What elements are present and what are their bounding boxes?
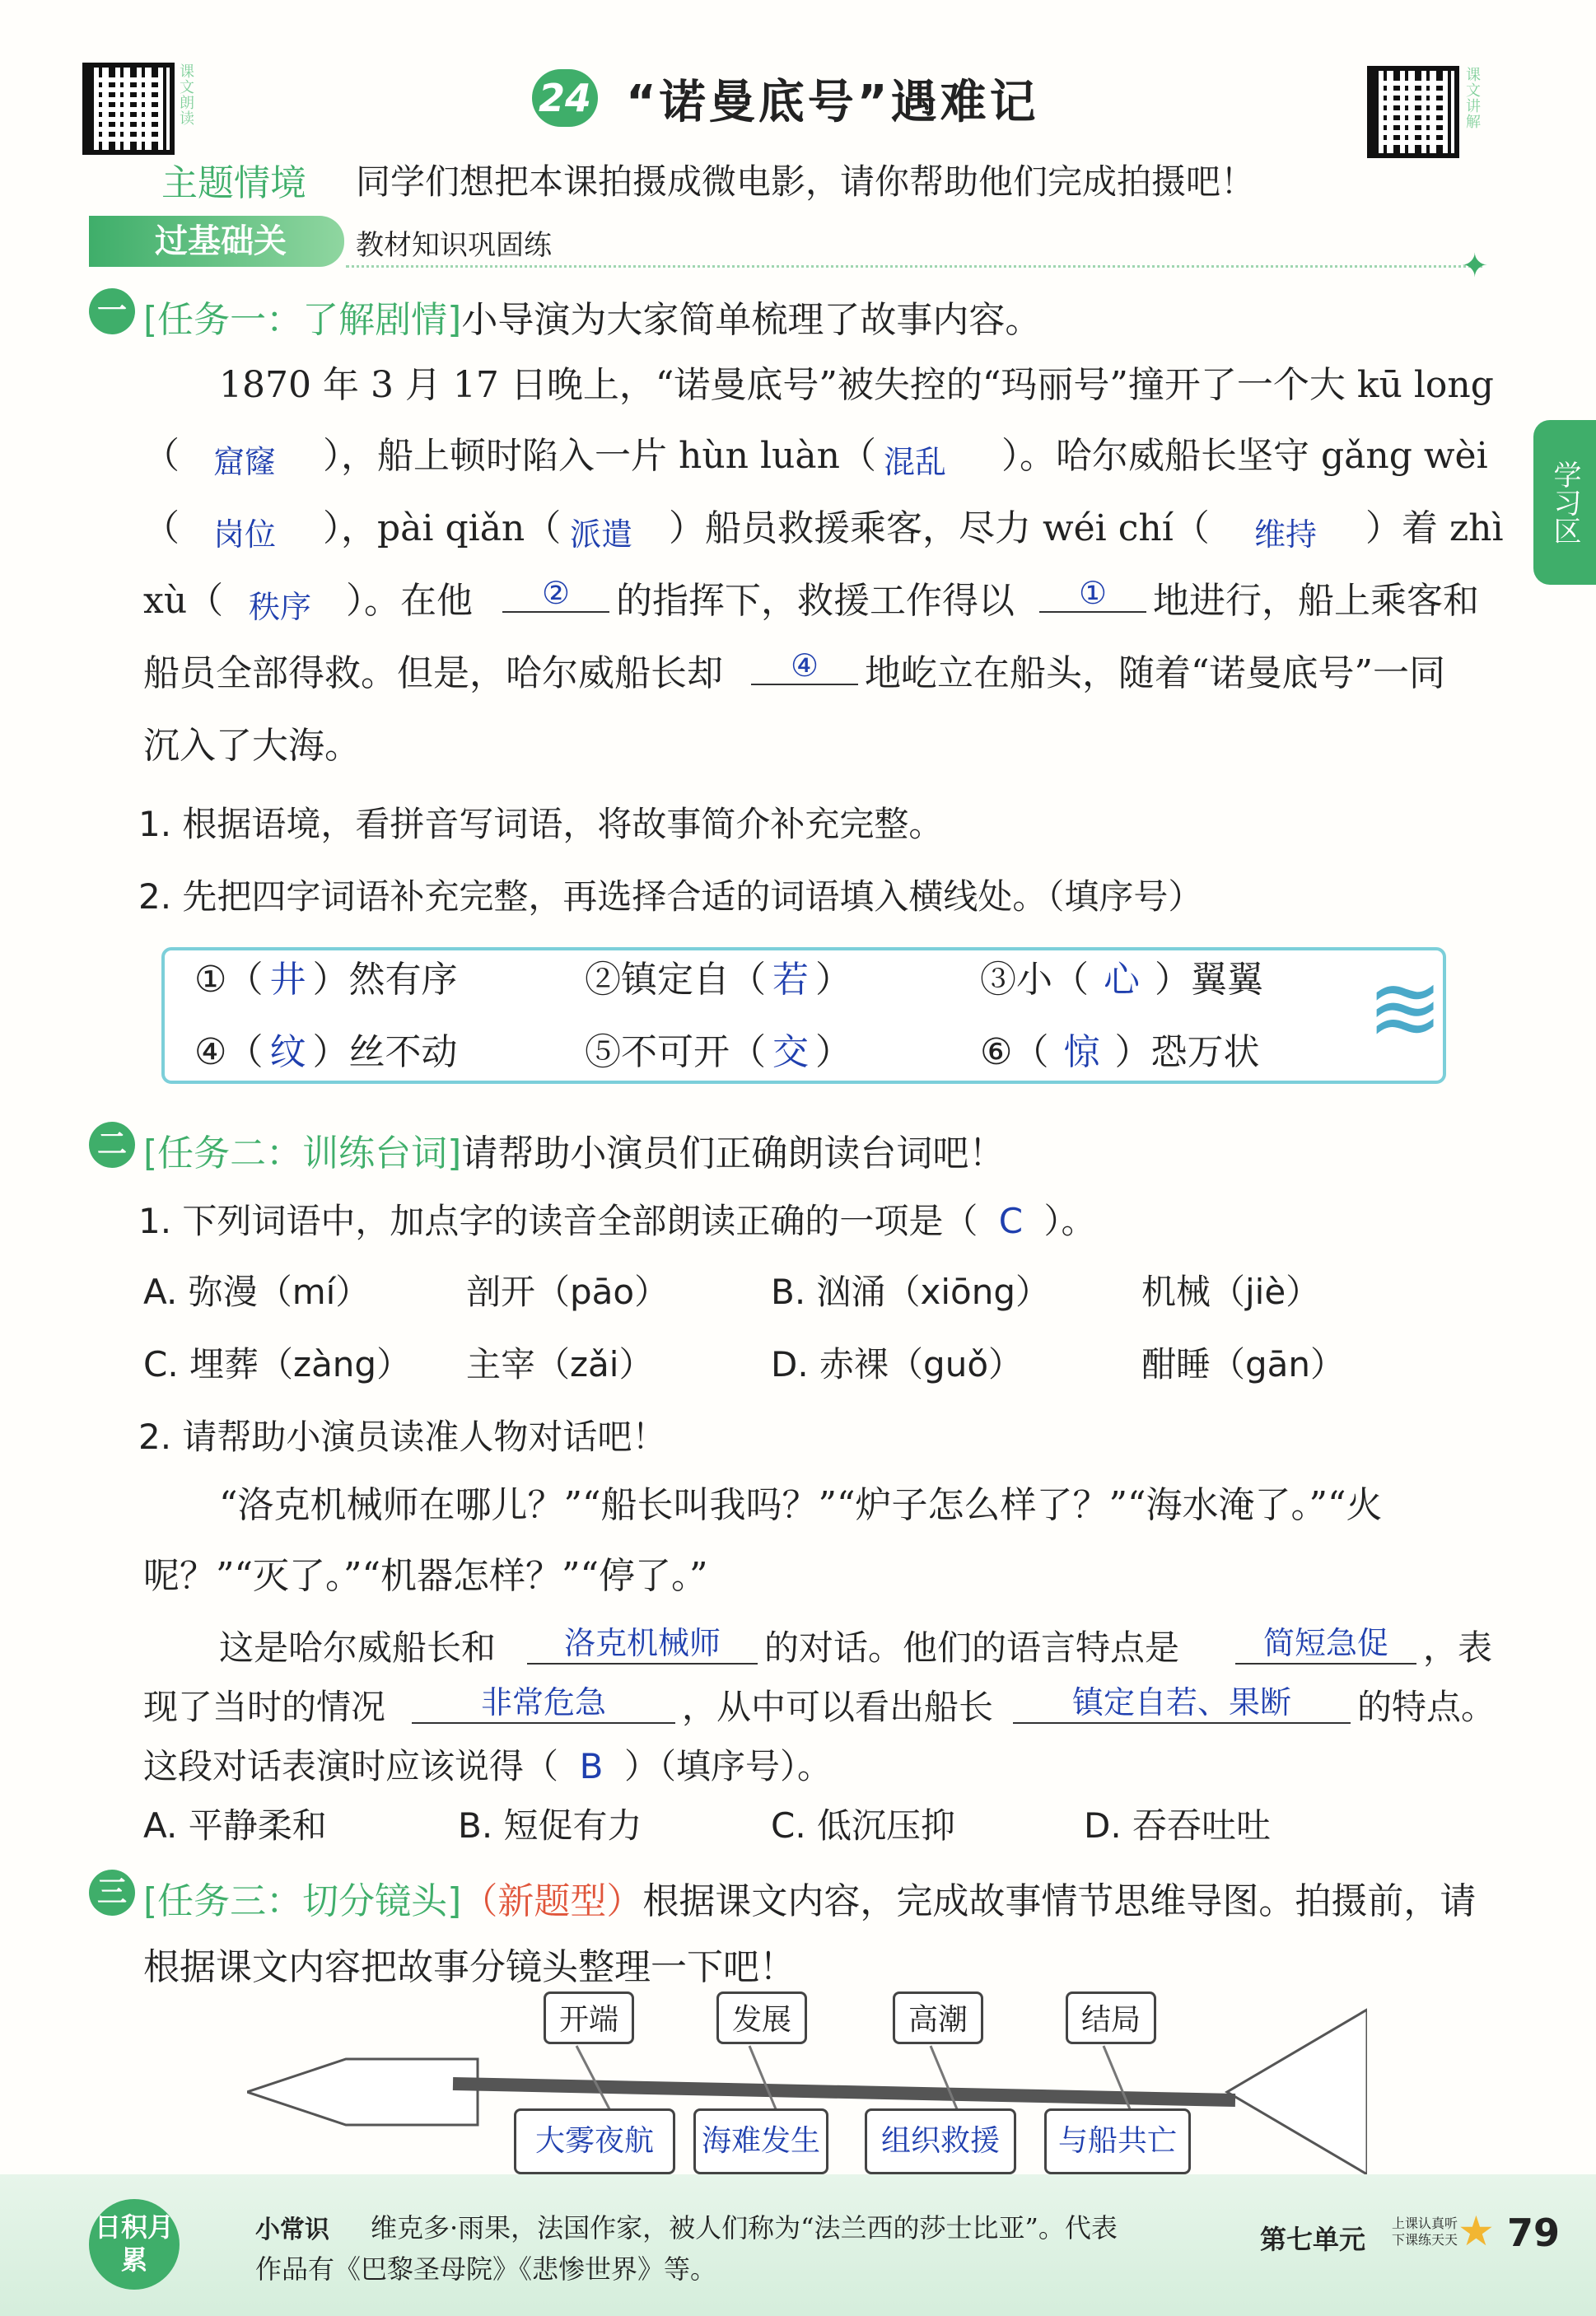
stage-ending: 结局 (1066, 1991, 1156, 2044)
t2-sentence2b: ，从中可以看出船长 (682, 1687, 994, 1727)
choice-d: D. 吞吞吐吐 (1084, 1805, 1272, 1846)
answer-kulong: 窟窿 (212, 444, 276, 480)
answer-gangwei: 岗位 (212, 516, 276, 553)
plot-answer-1: 大雾夜航 (514, 2108, 675, 2174)
plot-answer-4: 与船共亡 (1044, 2108, 1191, 2174)
qr-right-label: 课文讲解 (1466, 67, 1481, 131)
option-d2: 酣睡（gān） (1141, 1344, 1346, 1384)
idiom-1: ①（ 井 ）然有序 (194, 959, 458, 1001)
option-c1: C. 埋葬（zàng） (143, 1344, 412, 1384)
task1-tag: [任务一：了解剧情] (143, 299, 462, 341)
t1-line4d: 地进行，船上乘客和 (1153, 580, 1479, 622)
idiom-3: ③小（ 心 ）翼翼 (980, 959, 1263, 1001)
t1-line3b: ）船员救援乘客，尽力 wéi chí（ (669, 507, 1210, 549)
answer-engineer: 洛克机械师 (527, 1618, 758, 1665)
footer-text-2: 作品有《巴黎圣母院》《悲惨世界》等。 (255, 2253, 717, 2285)
task2-heading (143, 1123, 1005, 1176)
answer-blank4: ④ (751, 647, 858, 685)
option-b1: B. 汹涌（xiōng） (771, 1272, 1051, 1312)
t1-line4a: xù（ (143, 580, 224, 622)
unit-label: 第七单元 (1260, 2224, 1366, 2255)
t2-sentence2a: 现了当时的情况 (143, 1687, 386, 1727)
choice-b: B. 短促有力 (458, 1805, 642, 1846)
task3-desc2: 根据课文内容把故事分镜头整理一下吧！ (143, 1946, 796, 1988)
answer-hunluan: 混乱 (883, 444, 946, 480)
theme-text: 同学们想把本课拍摄成微电影，请你帮助他们完成拍摄吧！ (356, 161, 1256, 202)
answer-blank1: ① (1039, 575, 1146, 613)
answer-style: 简短急促 (1235, 1618, 1416, 1665)
page-number: 79 (1507, 2211, 1561, 2255)
t2-sentence3: 这段对话表演时应该说得（ B ）（填序号）。 (143, 1746, 833, 1786)
page-title: “诺曼底号”遇难记 (626, 76, 1039, 129)
divider (346, 265, 1482, 268)
t1-line2a: ），船上顿时陷入一片 hùn luàn（ (323, 435, 876, 477)
idiom-5: ⑤不可开（ 交 ） (585, 1031, 852, 1073)
answer-blank2: ② (502, 575, 609, 613)
t1-question2: 2. 先把四字词语补充完整，再选择合适的词语填入横线处。（填序号） (138, 876, 1203, 917)
option-a2: 剖开（pāo） (466, 1272, 670, 1312)
stage-development: 发展 (716, 1991, 807, 2044)
answer-paiqian: 派遣 (569, 516, 632, 553)
answer-zhixu: 秩序 (248, 589, 311, 625)
footer-text-1: 维克多·雨果，法国作家，被人们称为“法兰西的莎士比亚”。代表 (371, 2212, 1118, 2244)
task1-desc: 小导演为大家简单梳理了故事内容。 (461, 299, 1042, 341)
choice-c: C. 低沉压抑 (771, 1805, 956, 1846)
t1-line6: 沉入了大海。 (143, 725, 361, 767)
fish-tail (1227, 2010, 1367, 2174)
qr-code-right[interactable] (1367, 66, 1459, 158)
qr-code-left[interactable] (82, 63, 175, 155)
option-c2: 主宰（zǎi） (466, 1344, 654, 1384)
t1-line1: 1870 年 3 月 17 日晚上，“诺曼底号”被失控的“玛丽号”撞开了一个大 kū long (219, 364, 1494, 406)
t1-line4b: ）。在他 (346, 580, 473, 622)
plot-answer-3: 组织救援 (865, 2108, 1016, 2174)
t1-line3c: ）着 zhì (1365, 507, 1504, 549)
t1-line2-open: （ (143, 435, 180, 477)
answer-situation: 非常危急 (412, 1677, 675, 1724)
idiom-2: ②镇定自（ 若 ） (585, 959, 852, 1001)
footer-label: 小常识 (255, 2216, 329, 2244)
t2-question2: 2. 请帮助小演员读准人物对话吧！ (138, 1417, 667, 1457)
t1-line3-open: （ (143, 507, 180, 549)
slogan: 上课认真听 下课练天天 (1392, 2216, 1458, 2248)
answer-trait: 镇定自若、果断 (1013, 1677, 1351, 1724)
fish-spine (453, 2084, 1235, 2100)
answer-weichi: 维持 (1253, 516, 1317, 553)
wave-icon: ≋ (1367, 955, 1444, 1061)
idiom-4: ④（ 纹 ）丝不动 (194, 1031, 458, 1073)
theme-label: 主题情境 (161, 162, 306, 204)
stage-climax: 高潮 (893, 1991, 983, 2044)
lesson-number: 24 (532, 69, 598, 127)
t2-sentence1c: ，表 (1423, 1627, 1493, 1668)
star-mascot-icon: ★ (1458, 2207, 1495, 2255)
t2-sentence2c: 的特点。 (1357, 1687, 1496, 1727)
task3-tag: [任务三：切分镜头] (143, 1880, 462, 1922)
task2-desc: 请帮助小演员们正确朗读台词吧！ (461, 1132, 1006, 1174)
option-d1: D. 赤裸（guǒ） (771, 1344, 1024, 1384)
dialog-line2: 呢？”“灭了。”“机器怎样？”“停了。” (143, 1555, 708, 1597)
task1-heading (143, 290, 1041, 343)
qr-left-label: 课文朗读 (180, 63, 194, 128)
t1-line2b: ）。哈尔威船长坚守 gǎng wèi (1001, 435, 1488, 477)
t2-sentence1b: 的对话。他们的语言特点是 (764, 1627, 1180, 1668)
option-a1: A. 弥漫（mí） (143, 1272, 371, 1312)
t2-question1: 1. 下列词语中，加点字的读音全部朗读正确的一项是（ C ）。 (138, 1201, 1096, 1241)
t1-line4c: 的指挥下，救援工作得以 (616, 580, 1015, 622)
side-tab: 学习区 (1533, 420, 1596, 585)
task3-desc: 根据课文内容，完成故事情节思维导图。拍摄前，请 (642, 1880, 1477, 1922)
star-icon: ✦ (1461, 247, 1489, 285)
idiom-6: ⑥（ 惊 ）恐万状 (980, 1031, 1260, 1073)
task1-number: 一 (89, 288, 135, 334)
dialog-line1: “洛克机械师在哪儿？”“船长叫我吗？”“炉子怎么样了？”“海水淹了。”“火 (219, 1484, 1383, 1526)
task3-heading (143, 1871, 1476, 1924)
task3-number: 三 (89, 1870, 135, 1916)
section-subtitle: 教材知识巩固练 (356, 229, 552, 262)
t1-question1: 1. 根据语境，看拼音写词语，将故事简介补充完整。 (138, 804, 944, 844)
choice-a: A. 平静柔和 (143, 1805, 327, 1846)
stage-beginning: 开端 (544, 1991, 634, 2044)
footer-badge: 日积月累 (89, 2199, 180, 2290)
section-banner: 过基础关 (89, 216, 344, 267)
option-b2: 机械（jiè） (1141, 1272, 1321, 1312)
t1-line5b: 地屹立在船头，随着“诺曼底号”一同 (865, 652, 1445, 694)
t1-line5a: 船员全部得救。但是，哈尔威船长却 (143, 652, 723, 694)
t1-line3a: ），pài qiǎn（ (323, 507, 562, 549)
task2-number: 二 (89, 1122, 135, 1168)
plot-answer-2: 海难发生 (693, 2108, 828, 2174)
task3-new: （新题型） (461, 1880, 643, 1922)
fish-head (247, 2059, 478, 2125)
t2-sentence1a: 这是哈尔威船长和 (219, 1627, 497, 1668)
task2-tag: [任务二：训练台词] (143, 1132, 462, 1174)
